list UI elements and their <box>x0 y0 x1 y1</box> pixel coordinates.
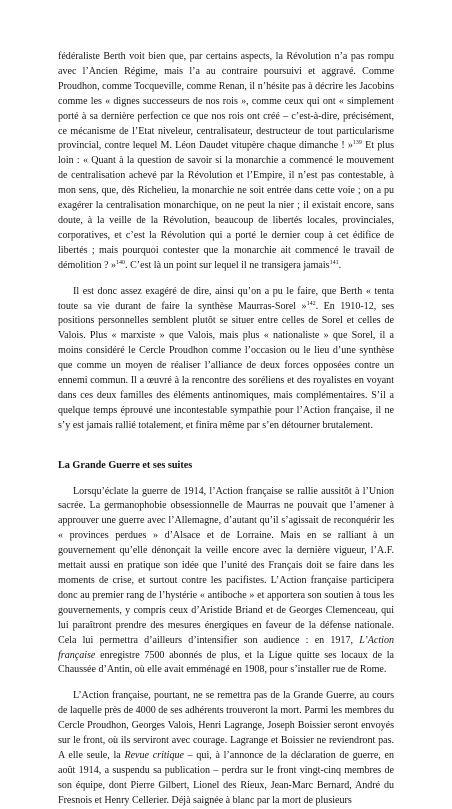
footnote-ref[interactable]: 140 <box>116 259 126 266</box>
footnote-ref[interactable]: 141 <box>329 259 339 266</box>
journal-title: L’Action française <box>58 634 394 661</box>
footnote-ref[interactable]: 139 <box>352 140 362 147</box>
paragraph-synthese: Il est donc assez exagéré de dire, ainsi qu’on a pu le faire, que Berth « tenta toute sa vie durant de faire la synthèse Maurras-Sorel »$^{142}$. En 1910-12, ses positions personnelles semblent plutôt se situer entre celles de Sorel et celles de Valois. Plus « marxiste » que Valois, mais plus « nationaliste » que Sorel, il a moins considéré le Cercle Proudhon comme l’occasion ou le lieu d’une synthèse que comme un moyen de réaliser l’alliance de deux forces opposées contre un ennemi commun. Il a œuvré à la rencontre des soréliens et des royalistes en voyant dans ces deux familles des éléments antinomiques, mais complémentaires. S’il a quelque temps éprouvé une incontestable sympathie pour l’Action française, il ne s’y est jamais rallié totalement, et finira même par s’en détourner brutalement. <box>58 285 395 431</box>
footnote-ref[interactable]: 142 <box>306 300 316 307</box>
paragraph-pertes: L’Action française, pourtant, ne se remettra pas de la Grande Guerre, au cours de laquelle près de 4000 de ses adhérents trouveront la mort. Parmi les membres du Cercle Proudhon, Georges Valois, Henri Lagrange, Joseph Boissier seront envoyés sur le front, où ils serviront avec courage. Lagrange et Boissier ne reviendront pas. A elle seule, la Revue critique – qui, à l’annonce de la déclaration de guerre, en août 1914, a suspendu sa publication – perdra sur le front vingt-cinq membres de son équipe, dont Pierre Gilbert, Lionel des Rieux, Jean-Marc Bernard, André du Fresnois et Henry Cellerier. Déjà saignée à blanc par la mort de plusieurs <box>58 690 394 806</box>
paragraph-guerre-1914: Lorsqu’éclate la guerre de 1914, l’Action française se rallie aussitôt à l’Union sacrée. La germanophobie obsessionnelle de Maurras ne pouvait que l’amener à approuver une guerre avec l’Allemagne, d’autant qu’il s’agissait de reconquérir les « provinces perdues » d’Alsace et de Lorraine. Mais en se ralliant à un gouvernement qu’elle dénonçait la veille encore avec la dernière vigueur, l’A.F. mettait aussi en pratique son idée que l’unité des Français doit se faire dans les moments de crise, et surtout contre les pacifistes. L’Action française participera donc au premier rang de l’hystérie « antiboche » et apportera son soutien à tous les gouvernements, y compris ceux d’Aristide Briand et de Georges Clemenceau, qui lui paraîtront prendre des mesures énergiques en faveur de la défense nationale. Cela lui permettra d’ailleurs d’intensifier son audience : en 1917, L’Action française enregistre 7500 abonnés de plus, et la Ligue quitte ses locaux de la Chaussée d’Antin, où elle avait emménagé en 1908, pour s’installer rue de Rome. <box>58 485 394 676</box>
section-heading: La Grande Guerre et ses suites <box>58 459 193 471</box>
paragraph-berth-revolution: fédéraliste Berth voit bien que, par certains aspects, la Révolution n’a pas rompu avec l’Ancien Régime, mais l’a au contraire poursuivi et aggravé. Comme Proudhon, comme Tocqueville, comme Renan, il n’hésite pas à décrire les Jacobins comme les « dignes successeurs de nos rois », comme ceux qui ont « simplement porté à sa dernière perfection ce que nos rois ont créé – c’est-à-dire, précisément, ce mécanisme de l’Etat niveleur, centralisateur, destructeur de tout particularisme provincial, contre lequel M. Léon Daudet vitupère chaque dimanche ! »$^{139}$ Et plus loin : « Quant à la question de savoir si la monarchie a commencé le mouvement de centralisation achevé par la Révolution et l’Empire, il n’est pas contestable, à mon sens, que, dès Richelieu, la monarchie ne soit entrée dans cette voie ; on a pu exagérer la centralisation monarchique, on ne peut la nier ; il existait encore, sans doute, à la veille de la Révolution, beaucoup de libertés locales, provinciales, corporatives, et c’est la Révolution qui a porté le dernier coup à cet édifice de libertés ; mais pourquoi contester que la monarchie ait commencé le travail de démolition ? »$^{140}$. C’est là un point sur lequel il ne transigera jamais$^{141}$. <box>58 51 395 271</box>
journal-title: Revue critique <box>124 749 184 761</box>
